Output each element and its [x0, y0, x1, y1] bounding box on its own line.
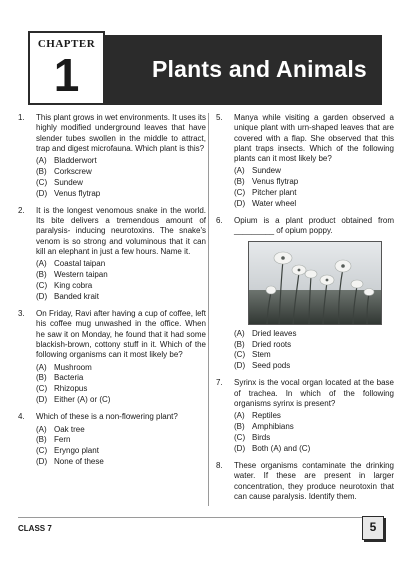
question-8 [216, 461, 394, 502]
option-letter: (C) [36, 280, 48, 290]
chapter-title: Plants and Animals [152, 56, 367, 82]
question-number: 5. [216, 113, 223, 122]
question-5 [216, 113, 394, 209]
option-letter: (D) [234, 198, 246, 208]
option-list [36, 363, 206, 406]
question-number: 4. [18, 412, 25, 422]
poppy-image [249, 242, 382, 325]
question-number: 6. [216, 216, 223, 226]
option [36, 435, 206, 445]
question-7 [216, 378, 394, 454]
option-text: Eryngo plant [54, 446, 99, 456]
option-letter: (B) [36, 373, 47, 383]
option [36, 281, 206, 291]
option-letter: (A) [234, 411, 245, 421]
chapter-box [28, 31, 105, 105]
option [234, 166, 394, 176]
column-divider [208, 113, 209, 506]
question-6 [216, 216, 394, 371]
option-text: Stem [252, 350, 271, 360]
option [234, 350, 394, 360]
question-text: This plant grows in wet environments. It uses its highly modified underground leaves that have slender tubes swollen in the middle to attract, trap and digest microfauna. Which plant is this? [36, 113, 206, 153]
option-text: Amphibians [252, 422, 294, 432]
question-3 [18, 309, 206, 405]
option-text: Both (A) and (C) [252, 443, 311, 453]
option-list [234, 166, 394, 209]
option-letter: (A) [36, 259, 47, 269]
option [234, 199, 394, 209]
option-text: King cobra [54, 280, 93, 290]
option [36, 259, 206, 269]
option-list [36, 425, 206, 468]
option-letter: (B) [36, 435, 47, 445]
option-text: Sundew [252, 166, 281, 176]
option-letter: (C) [234, 350, 246, 360]
option-letter: (C) [36, 446, 48, 456]
left-column [18, 113, 206, 474]
option-text: Bacteria [54, 373, 84, 383]
option-list [234, 329, 394, 372]
option-text: Mushroom [54, 362, 92, 372]
option-text: Venus flytrap [252, 177, 299, 187]
option-text: Corkscrew [54, 166, 92, 176]
option-letter: (B) [234, 339, 245, 349]
option-text: Venus flytrap [54, 188, 101, 198]
option [36, 156, 206, 166]
option-text: None of these [54, 456, 104, 466]
page-number: 5 [362, 516, 384, 540]
question-text: It is the longest venomous snake in the world. Its bite delivers a tremendous amount of paralysis- inducing neurotoxins. The snake's venom is so strong and voluminous that it can kill an elephant in just a few hours. Name it. [36, 205, 206, 257]
option [234, 188, 394, 198]
option-letter: (C) [36, 177, 48, 187]
question-text: Opium is a plant product obtained from _________ of opium poppy. [234, 216, 394, 236]
option-letter: (A) [36, 424, 47, 434]
option [36, 189, 206, 199]
option [234, 361, 394, 371]
option [36, 457, 206, 467]
option [234, 177, 394, 187]
option-letter: (D) [36, 188, 48, 198]
option [234, 433, 394, 443]
option-text: Western taipan [54, 270, 108, 280]
question-number: 7. [216, 378, 223, 388]
option-text: Pitcher plant [252, 188, 297, 198]
option-letter: (B) [36, 166, 47, 176]
option-letter: (C) [234, 432, 246, 442]
option [234, 422, 394, 432]
option-letter: (D) [234, 361, 246, 371]
option [234, 444, 394, 454]
option-text: Bladderwort [54, 156, 97, 166]
option [234, 340, 394, 350]
question-2 [18, 206, 206, 302]
option [36, 292, 206, 302]
option-letter: (B) [36, 270, 47, 280]
option-letter: (B) [234, 422, 245, 432]
chapter-number: 1 [53, 49, 80, 101]
question-text: Manya while visiting a garden observed a unique plant with urn-shaped leaves that are covered with a flap. She observed that this plant traps insects. Which of the following plants can it most likely be? [234, 113, 394, 164]
option [234, 329, 394, 339]
option-list [234, 411, 394, 454]
option [36, 384, 206, 394]
question-text: These organisms contaminate the drinking water. If these are present in larger concentration, they produce neurotoxin that can cause paralysis. Identify them. [234, 461, 394, 501]
option-letter: (D) [36, 291, 48, 301]
option-text: Reptiles [252, 411, 281, 421]
option-letter: (A) [36, 156, 47, 166]
option-letter: (D) [234, 443, 246, 453]
option-text: Sundew [54, 177, 83, 187]
question-number: 8. [216, 461, 223, 471]
option [36, 373, 206, 383]
option-text: Seed pods [252, 361, 291, 371]
option-letter: (A) [234, 166, 245, 176]
option-list [36, 259, 206, 302]
option-text: Water wheel [252, 198, 297, 208]
option-text: Banded krait [54, 291, 99, 301]
option-text: Birds [252, 432, 271, 442]
option-text: Coastal taipan [54, 259, 106, 269]
option [36, 178, 206, 188]
option-letter: (D) [36, 456, 48, 466]
option [36, 167, 206, 177]
option-letter: (C) [234, 188, 246, 198]
option [36, 270, 206, 280]
option-text: Oak tree [54, 424, 85, 434]
option-letter: (D) [36, 394, 48, 404]
option-list [36, 156, 206, 199]
option-text: Dried leaves [252, 328, 297, 338]
option-text: Fern [54, 435, 71, 445]
option-letter: (A) [36, 362, 47, 372]
question-text: Which of these is a non-flowering plant? [36, 412, 178, 422]
right-column [216, 113, 394, 509]
option [36, 446, 206, 456]
question-1 [18, 113, 206, 199]
poppy-field-photo [248, 241, 382, 325]
footer-divider [18, 517, 378, 518]
class-label: CLASS 7 [18, 524, 52, 533]
question-text: On Friday, Ravi after having a cup of coffee, left his coffee mug unwashed in the office. When he saw it on Monday, he found that it had some blackish-brown, cottony stuff in it. Which of the following organisms can it most likely be? [36, 309, 206, 360]
question-number: 2. [18, 205, 25, 215]
question-4 [18, 412, 206, 467]
option-text: Rhizopus [54, 384, 88, 394]
option [36, 395, 206, 405]
option [36, 363, 206, 373]
chapter-label: CHAPTER [37, 38, 96, 50]
option-letter: (B) [234, 177, 245, 187]
option-letter: (C) [36, 384, 48, 394]
option-letter: (A) [234, 328, 245, 338]
option-text: Dried roots [252, 339, 292, 349]
question-number: 3. [18, 309, 25, 319]
option [36, 425, 206, 435]
question-number: 1. [18, 113, 25, 122]
option [234, 411, 394, 421]
question-text: Syrinx is the vocal organ located at the base of trachea. In which of the following organisms syrinx is present? [234, 378, 394, 409]
option-text: Either (A) or (C) [54, 394, 111, 404]
